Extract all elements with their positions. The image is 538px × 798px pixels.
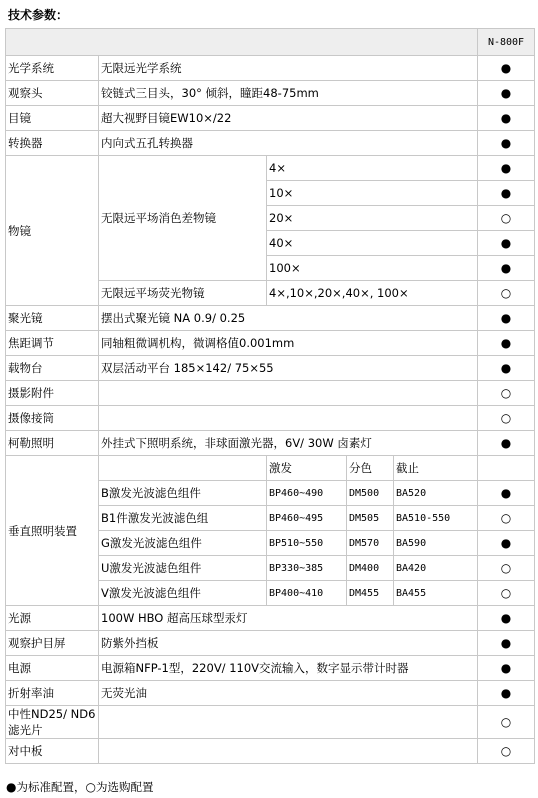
row-name: 物镜 (6, 156, 99, 306)
row-name: 对中板 (6, 739, 99, 764)
filled-dot-icon: ● (6, 780, 17, 794)
row-desc: 无荧光油 (99, 681, 478, 706)
row-desc: 外挂式下照明系统，非球面激光器，6V/ 30W 卤素灯 (99, 431, 478, 456)
row-desc (99, 406, 478, 431)
config-mark: ● (478, 131, 535, 156)
config-mark: ○ (478, 739, 535, 764)
config-mark: ○ (478, 706, 535, 739)
row-name: 中性ND25/ ND6滤光片 (6, 706, 99, 739)
config-mark: ○ (478, 406, 535, 431)
table-row (6, 456, 535, 481)
config-mark: ○ (478, 581, 535, 606)
config-mark: ● (478, 56, 535, 81)
config-mark: ○ (478, 206, 535, 231)
row-name: 焦距调节 (6, 331, 99, 356)
filter-label: G激发光波滤色组件 (99, 531, 267, 556)
filter-excitation: BP460~495 (267, 506, 347, 531)
table-row (6, 331, 535, 356)
table-row (6, 681, 535, 706)
row-name: 聚光镜 (6, 306, 99, 331)
row-desc (99, 706, 478, 739)
config-mark: ● (478, 631, 535, 656)
config-mark: ● (478, 606, 535, 631)
row-name: 柯勒照明 (6, 431, 99, 456)
row-desc: 铰链式三目头，30° 倾斜，瞳距48-75mm (99, 81, 478, 106)
filter-dichroic: DM570 (347, 531, 394, 556)
config-mark: ● (478, 106, 535, 131)
objective-mag: 4×,10×,20×,40×, 100× (267, 281, 478, 306)
row-desc: 同轴粗微调机构，微调格值0.001mm (99, 331, 478, 356)
objective-mag: 40× (267, 231, 478, 256)
row-desc: 防紫外挡板 (99, 631, 478, 656)
filter-dichroic: DM505 (347, 506, 394, 531)
row-desc (99, 739, 478, 764)
optional-legend-text: 为选购配置 (95, 780, 154, 794)
config-mark: ● (478, 81, 535, 106)
filter-header-excitation: 激发 (267, 456, 347, 481)
filter-dichroic: DM455 (347, 581, 394, 606)
row-desc: 100W HBO 超高压球型汞灯 (99, 606, 478, 631)
filter-label: V激发光波滤色组件 (99, 581, 267, 606)
config-mark: ● (478, 306, 535, 331)
objective-mag: 10× (267, 181, 478, 206)
standard-legend-text: 为标准配置， (16, 780, 86, 794)
config-mark: ● (478, 656, 535, 681)
filter-excitation: BP330~385 (267, 556, 347, 581)
objective-mag: 100× (267, 256, 478, 281)
config-mark: ○ (478, 556, 535, 581)
table-row (6, 706, 535, 739)
table-row (6, 81, 535, 106)
row-name: 摄像接筒 (6, 406, 99, 431)
page-title: 技术参数： (8, 8, 69, 22)
row-name: 折射率油 (6, 681, 99, 706)
config-mark: ○ (478, 281, 535, 306)
config-mark: ● (478, 356, 535, 381)
filter-dichroic: DM500 (347, 481, 394, 506)
filter-barrier: BA520 (394, 481, 478, 506)
filter-header-dichroic: 分色 (347, 456, 394, 481)
config-mark: ● (478, 431, 535, 456)
filter-label: U激发光波滤色组件 (99, 556, 267, 581)
header-blank (6, 29, 478, 56)
row-desc: 超大视野目镜EW10×/22 (99, 106, 478, 131)
table-row (6, 56, 535, 81)
row-desc: 内向式五孔转换器 (99, 131, 478, 156)
filter-barrier: BA420 (394, 556, 478, 581)
row-name: 电源 (6, 656, 99, 681)
filter-excitation: BP510~550 (267, 531, 347, 556)
table-row (6, 631, 535, 656)
objective-group-name: 无限远平场荧光物镜 (99, 281, 267, 306)
filter-label: B激发光波滤色组件 (99, 481, 267, 506)
config-mark: ● (478, 481, 535, 506)
filter-barrier: BA590 (394, 531, 478, 556)
legend-note (6, 779, 153, 795)
row-name: 载物台 (6, 356, 99, 381)
table-row (6, 156, 535, 181)
objective-mag: 20× (267, 206, 478, 231)
filter-dichroic: DM400 (347, 556, 394, 581)
row-name: 垂直照明装置 (6, 456, 99, 606)
row-name: 观察护目屏 (6, 631, 99, 656)
table-row (6, 306, 535, 331)
objective-mag: 4× (267, 156, 478, 181)
hollow-dot-icon: ○ (85, 780, 96, 794)
row-name: 目镜 (6, 106, 99, 131)
filter-header-blank (99, 456, 267, 481)
config-mark: ● (478, 256, 535, 281)
row-name: 摄影附件 (6, 381, 99, 406)
config-mark: ○ (478, 381, 535, 406)
row-desc: 电源箱NFP-1型，220V/ 110V交流输入，数字显示带计时器 (99, 656, 478, 681)
row-desc: 无限远光学系统 (99, 56, 478, 81)
table-row (6, 406, 535, 431)
filter-barrier: BA510-550 (394, 506, 478, 531)
table-row (6, 656, 535, 681)
table-row (6, 606, 535, 631)
table-row (6, 381, 535, 406)
filter-excitation: BP400~410 (267, 581, 347, 606)
config-mark: ● (478, 231, 535, 256)
row-name: 观察头 (6, 81, 99, 106)
config-mark: ● (478, 681, 535, 706)
row-name: 光源 (6, 606, 99, 631)
filter-header-barrier: 截止 (394, 456, 478, 481)
row-name: 光学系统 (6, 56, 99, 81)
filter-excitation: BP460~490 (267, 481, 347, 506)
objective-group-name: 无限远平场消色差物镜 (99, 156, 267, 281)
row-desc: 摆出式聚光镜 NA 0.9/ 0.25 (99, 306, 478, 331)
filter-label: B1件激发光波滤色组 (99, 506, 267, 531)
config-mark: ● (478, 531, 535, 556)
row-desc (99, 381, 478, 406)
filter-barrier: BA455 (394, 581, 478, 606)
table-header-row (6, 29, 535, 56)
model-header: N-800F (478, 29, 535, 56)
row-desc: 双层活动平台 185×142/ 75×55 (99, 356, 478, 381)
config-mark: ● (478, 156, 535, 181)
table-row (6, 106, 535, 131)
table-row (6, 739, 535, 764)
config-mark: ● (478, 181, 535, 206)
table-row (6, 356, 535, 381)
config-mark: ● (478, 331, 535, 356)
filter-header-mark-blank (478, 456, 535, 481)
spec-table (5, 28, 535, 764)
table-row (6, 431, 535, 456)
row-name: 转换器 (6, 131, 99, 156)
table-row (6, 131, 535, 156)
config-mark: ○ (478, 506, 535, 531)
